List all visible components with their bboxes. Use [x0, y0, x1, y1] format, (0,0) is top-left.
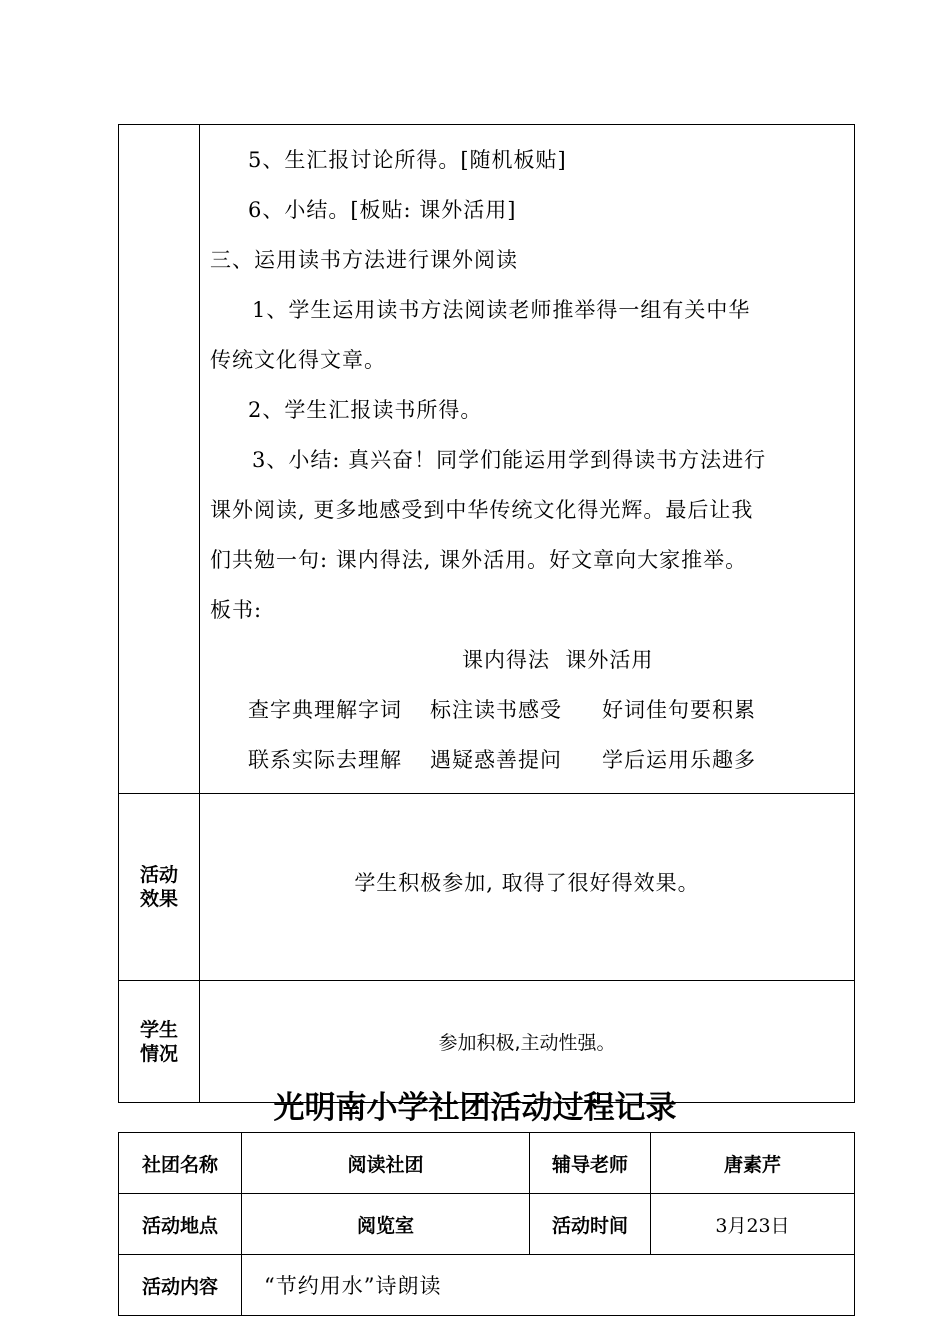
board-item: 遇疑惑善提问 [430, 748, 562, 772]
time-label: 活动时间 [530, 1194, 651, 1255]
activity-record-table [118, 1132, 855, 1316]
student-label: 学生 情况 [119, 981, 200, 1103]
content-label: 活动内容 [119, 1255, 242, 1316]
club-name-value: 阅读社团 [242, 1133, 530, 1194]
content-line: 6、小结。[板贴: 课外活用] [248, 198, 517, 222]
board-item: 好词佳句要积累 [602, 698, 756, 722]
board-item: 学后运用乐趣多 [602, 748, 756, 772]
club-name-label: 社团名称 [119, 1133, 242, 1194]
board-heading: 课内得法 课外活用 [462, 648, 654, 672]
content-line: 3、小结: 真兴奋！同学们能运用学到得读书方法进行 [252, 448, 767, 472]
effect-label: 活动 效果 [119, 794, 200, 981]
time-value: 3月23日 [651, 1194, 855, 1255]
student-text: 参加积极,主动性强。 [200, 981, 855, 1103]
effect-text: 学生积极参加, 取得了很好得效果。 [200, 794, 855, 981]
label-cell-empty [119, 125, 200, 794]
activity-detail-table [118, 124, 855, 1103]
location-value: 阅览室 [242, 1194, 530, 1255]
content-line: 板书: [210, 598, 263, 622]
teacher-value: 唐素芹 [651, 1133, 855, 1194]
content-line: 2、学生汇报读书所得。 [248, 398, 483, 422]
board-row [210, 735, 844, 785]
content-line: 5、生汇报讨论所得。[随机板贴] [248, 148, 567, 172]
board-row [210, 685, 844, 735]
process-content-cell [200, 125, 855, 794]
content-line: 传统文化得文章。 [210, 348, 386, 372]
content-line: 课外阅读, 更多地感受到中华传统文化得光辉。最后让我 [210, 498, 754, 522]
board-item: 查字典理解字词 [248, 698, 402, 722]
teacher-label: 辅导老师 [530, 1133, 651, 1194]
location-label: 活动地点 [119, 1194, 242, 1255]
content-line: 1、学生运用读书方法阅读老师推举得一组有关中华 [252, 298, 751, 322]
board-item: 标注读书感受 [430, 698, 562, 722]
board-item: 联系实际去理解 [248, 748, 402, 772]
content-line: 三、运用读书方法进行课外阅读 [210, 248, 518, 272]
content-value: “节约用水”诗朗读 [242, 1255, 855, 1316]
page-title: 光明南小学社团活动过程记录 [273, 1090, 677, 1126]
content-line: 们共勉一句: 课内得法, 课外活用。好文章向大家推举。 [210, 548, 748, 572]
